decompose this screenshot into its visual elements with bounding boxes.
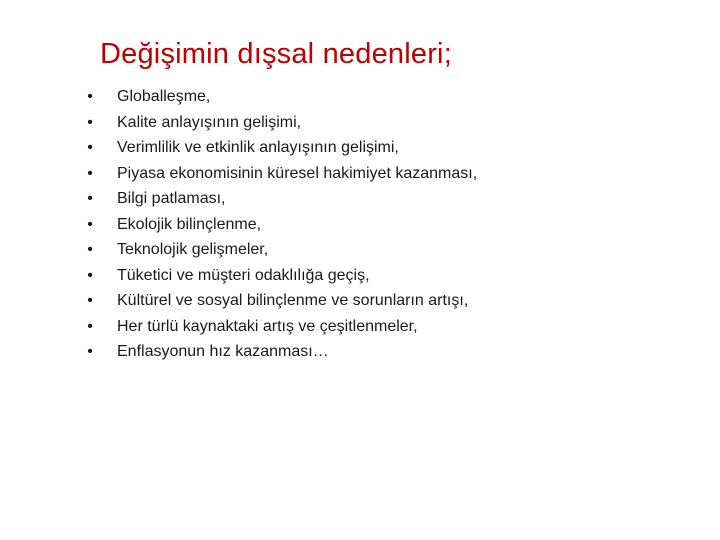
bullet-icon: • — [87, 139, 93, 156]
bullet-icon: • — [87, 343, 93, 360]
slide-title: Değişimin dışsal nedenleri; — [100, 38, 452, 70]
list-item-text: Tüketici ve müşteri odaklılığa geçiş, — [117, 266, 370, 284]
list-item-text: Bilgi patlaması, — [117, 190, 226, 207]
list-item-text: Ekolojik bilinçlenme, — [117, 215, 262, 233]
list-item-text: Enflasyonun hız kazanması… — [117, 343, 329, 360]
bullet-icon: • — [87, 241, 93, 258]
list-item-text: Kalite anlayışının gelişimi, — [117, 113, 302, 131]
bullet-icon: • — [87, 164, 93, 182]
list-item-text: Kültürel ve sosyal bilinçlenme ve sorunların artışı, — [117, 292, 469, 309]
bullet-icon: • — [87, 317, 93, 335]
bullet-icon: • — [87, 292, 93, 309]
bullet-icon: • — [87, 88, 93, 105]
list-item-text: Her türlü kaynaktaki artış ve çeşitlenmeler, — [117, 317, 418, 335]
bullet-icon: • — [87, 215, 93, 233]
bullet-icon: • — [87, 113, 93, 131]
list-item-text: Globalleşme, — [117, 88, 211, 105]
list-item-text: Piyasa ekonomisinin küresel hakimiyet kazanması, — [117, 164, 478, 182]
bullet-icon: • — [87, 190, 93, 207]
list-item-text: Teknolojik gelişmeler, — [117, 241, 269, 258]
list-item-text: Verimlilik ve etkinlik anlayışının gelişimi, — [117, 139, 399, 156]
bullet-icon: • — [87, 266, 93, 284]
